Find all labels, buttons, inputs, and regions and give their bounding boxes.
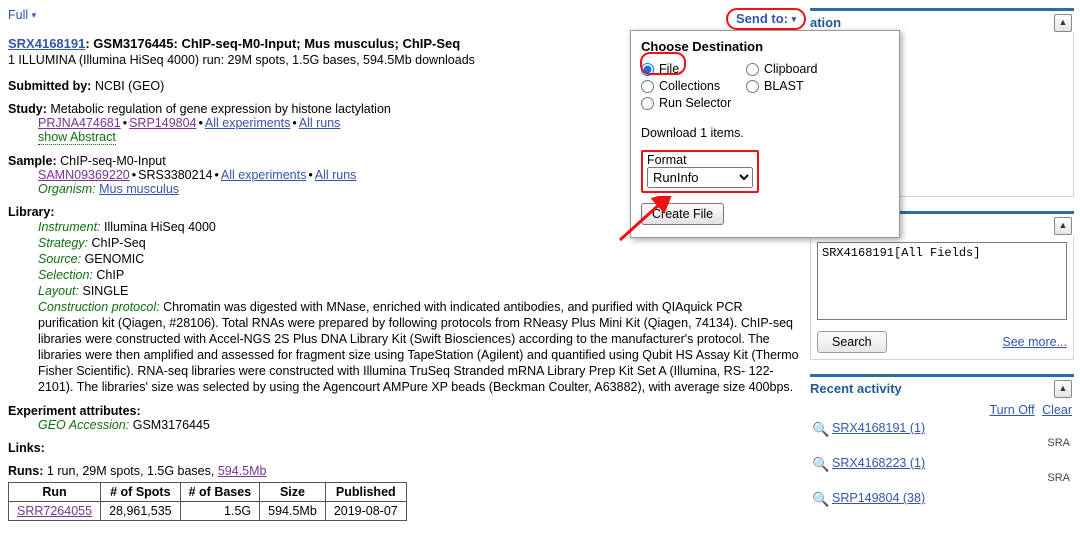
sample-links: SAMN09369220 • SRS3380214 • All experiments • All runs: [38, 168, 357, 182]
study-title: Metabolic regulation of gene expression by histone lactylation: [50, 102, 391, 116]
format-label: Format: [647, 153, 687, 167]
destination-option-collections[interactable]: [641, 79, 746, 93]
create-file-button[interactable]: Create File: [641, 203, 724, 225]
study-bioproject-link[interactable]: PRJNA474681: [38, 116, 121, 130]
download-count-text: Download 1 items.: [641, 126, 744, 140]
submitted-by-label: Submitted by:: [8, 79, 92, 93]
experiment-attributes-label: Experiment attributes:: [8, 404, 141, 418]
record-accession-link[interactable]: SRX4168191: [8, 36, 86, 51]
bases-cell: 1.5G: [180, 502, 260, 521]
runs-download-size-link[interactable]: 594.5Mb: [217, 464, 267, 478]
sample-biosample-link[interactable]: SAMN09369220: [38, 168, 130, 182]
construction-protocol-text: Chromatin was digested with MNase, enriched with indicated antibodies, and purified with QIAquick PCR purification kit (Qiagen, #28106). Total RNAs were prepared by following protocols from RNeasy Plus Mini Kit (Qiagen, 74134). ChIP-seq libraries were constructed with Accel-NGS 2S Plus DNA Library Kit (Swift Biosciences) according to the manufacturer's protocol. The libraries were then amplified and assessed for fragment size using TapeStation (Agilent) and quantified using Qubit HS Assay Kit (Thermo Fisher Scientific). RNA-seq libraries were constructed with Illumina TruSeq Stranded mRNA Library Prep Kit Set A (Illumina, RS- 122-2101). The libraries' size was selected by using the Agencourt AMPure XP beads (Beckman Coulter, A63882), with average size 400bps.: [38, 300, 799, 394]
collapse-icon[interactable]: ▲: [1054, 380, 1072, 398]
study-all-runs-link[interactable]: All runs: [298, 116, 341, 130]
record-title-rest: : GSM3176445: ChIP-seq-M0-Input; Mus musculus; ChIP-Seq: [85, 36, 461, 51]
links-block: [8, 441, 803, 455]
experiment-attributes-block: [8, 404, 803, 432]
chevron-down-icon: ▾: [791, 14, 797, 25]
runs-label: Runs:: [8, 464, 44, 478]
links-label: Links:: [8, 441, 45, 455]
destination-option-blast[interactable]: [746, 79, 889, 93]
radio-blast[interactable]: [746, 80, 759, 93]
spots-cell: 28,961,535: [101, 502, 181, 521]
choose-destination-title: Choose Destination: [641, 39, 764, 54]
sample-srs-id: SRS3380214: [138, 168, 213, 182]
library-layout: [8, 283, 803, 299]
study-all-experiments-link[interactable]: All experiments: [204, 116, 291, 130]
sample-value: ChIP-seq-M0-Input: [60, 154, 166, 168]
library-label: Library:: [8, 205, 55, 219]
library-source-value: GENOMIC: [84, 252, 145, 266]
recent-activity-head: [810, 374, 1074, 399]
destination-option-clipboard-label: Clipboard: [764, 62, 818, 76]
portlet-top-title: ation: [810, 15, 842, 30]
library-source: [8, 251, 803, 267]
run-cell: [9, 502, 101, 521]
study-label: Study:: [8, 102, 47, 116]
list-item[interactable]: [812, 421, 1072, 437]
study-links: PRJNA474681 • SRP149804 • All experiments • All runs: [38, 116, 341, 130]
radio-clipboard[interactable]: [746, 63, 759, 76]
pointer-arrow-icon: [614, 196, 674, 244]
runs-col-run: Run: [9, 483, 101, 502]
recent-activity-link[interactable]: SRX4168191 (1): [832, 421, 926, 435]
runs-col-published: Published: [325, 483, 406, 502]
radio-file[interactable]: [641, 63, 654, 76]
geo-accession-label: GEO Accession:: [38, 418, 130, 432]
search-details-actions: [817, 331, 1067, 353]
send-to-button[interactable]: [736, 11, 796, 26]
search-icon: 🔍: [812, 421, 830, 437]
run-accession-link[interactable]: SRR7264055: [17, 504, 93, 518]
full-view-label: Full: [8, 8, 29, 22]
destination-option-run-selector-label: Run Selector: [659, 96, 732, 110]
send-to-highlight: [726, 8, 806, 30]
recent-activity-link[interactable]: SRX4168223 (1): [832, 456, 926, 470]
search-button[interactable]: Search: [817, 331, 887, 353]
runs-col-size: Size: [260, 483, 326, 502]
recent-activity-body: [810, 399, 1074, 513]
runs-summary-text: 1 run, 29M spots, 1.5G bases,: [46, 464, 218, 478]
sample-all-runs-link[interactable]: All runs: [314, 168, 357, 182]
collapse-icon[interactable]: ▲: [1054, 14, 1072, 32]
recent-activity-link[interactable]: SRP149804 (38): [832, 491, 926, 505]
chevron-down-icon: ▾: [31, 10, 37, 21]
library-selection-value: ChIP: [96, 268, 125, 282]
see-more-link[interactable]: See more...: [1002, 335, 1067, 349]
construction-protocol-label: Construction protocol:: [38, 300, 160, 314]
geo-accession-row: [8, 418, 803, 432]
list-item[interactable]: [812, 491, 1072, 507]
library-strategy-value: ChIP-Seq: [91, 236, 146, 250]
destination-option-blast-label: BLAST: [764, 79, 804, 93]
runs-block: [8, 464, 803, 521]
collapse-icon[interactable]: ▲: [1054, 217, 1072, 235]
library-layout-label: Layout:: [38, 284, 80, 298]
destination-option-run-selector[interactable]: [641, 96, 746, 110]
submitted-by-value: NCBI (GEO): [94, 79, 165, 93]
table-row: [9, 502, 407, 521]
runs-table: [8, 482, 407, 521]
runs-table-header-row: [9, 483, 407, 502]
search-icon: 🔍: [812, 491, 830, 507]
runs-col-spots: # of Spots: [101, 483, 181, 502]
format-highlight: [641, 150, 759, 193]
sample-label: Sample:: [8, 154, 57, 168]
size-cell: 594.5Mb: [260, 502, 326, 521]
format-select[interactable]: [647, 167, 753, 188]
radio-run-selector[interactable]: [641, 97, 654, 110]
sample-all-experiments-link[interactable]: All experiments: [220, 168, 307, 182]
radio-collections[interactable]: [641, 80, 654, 93]
library-source-label: Source:: [38, 252, 82, 266]
library-selection: [8, 267, 803, 283]
destination-option-clipboard[interactable]: [746, 62, 889, 76]
send-to-label: Send to:: [736, 11, 788, 26]
create-file-row: [641, 203, 889, 225]
search-details-query[interactable]: [817, 242, 1067, 320]
construction-protocol: [8, 299, 803, 395]
destination-option-collections-label: Collections: [659, 79, 721, 93]
list-item[interactable]: [812, 456, 1072, 472]
library-instrument-value: Illumina HiSeq 4000: [104, 220, 216, 234]
destination-option-file-label: File: [659, 62, 680, 76]
organism-label: Organism:: [38, 182, 96, 196]
record-summary: 1 ILLUMINA (Illumina HiSeq 4000) run: 29M spots, 1.5G bases, 594.5Mb downloads: [8, 53, 475, 67]
destination-option-file[interactable]: [641, 62, 746, 76]
clear-link[interactable]: Clear: [1042, 403, 1072, 417]
full-view-toggle[interactable]: [8, 8, 36, 22]
published-cell: 2019-08-07: [325, 502, 406, 521]
recent-activity-db: SRA: [1047, 437, 1070, 449]
geo-accession-value: GSM3176445: [132, 418, 210, 432]
library-instrument-label: Instrument:: [38, 220, 101, 234]
library-strategy-label: Strategy:: [38, 236, 89, 250]
search-details-body: [810, 236, 1074, 360]
recent-activity-title: Recent activity: [810, 381, 902, 396]
runs-col-bases: # of Bases: [180, 483, 260, 502]
destination-options: [641, 62, 889, 110]
recent-activity-controls: [812, 403, 1072, 417]
library-selection-label: Selection:: [38, 268, 93, 282]
turn-off-link[interactable]: Turn Off: [989, 403, 1035, 417]
organism-link[interactable]: Mus musculus: [99, 182, 180, 196]
recent-activity-db: SRA: [1047, 472, 1070, 484]
send-to-area: [726, 8, 806, 30]
study-srp-link[interactable]: SRP149804: [129, 116, 197, 130]
portlet-recent-activity: [810, 374, 1074, 513]
show-abstract-toggle[interactable]: show Abstract: [38, 130, 116, 144]
runs-summary: [8, 464, 803, 478]
search-icon: 🔍: [812, 456, 830, 472]
library-layout-value: SINGLE: [82, 284, 129, 298]
